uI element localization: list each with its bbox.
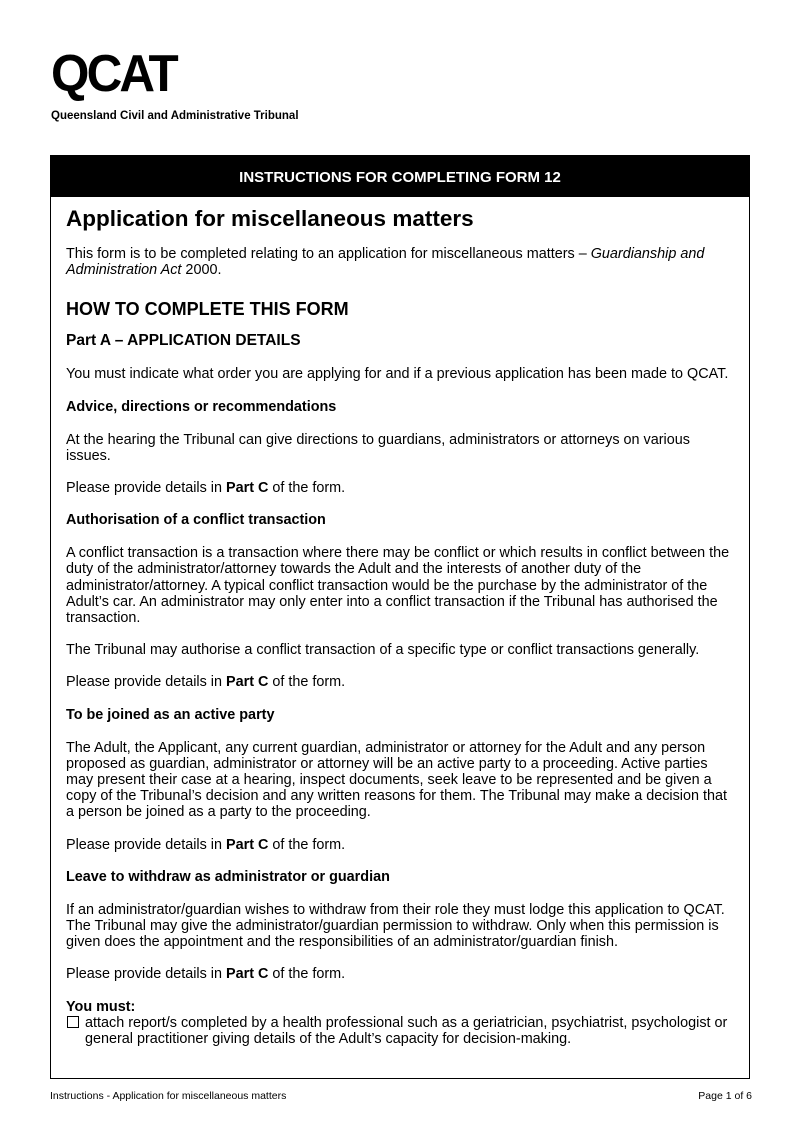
provide-details-after: of the form. bbox=[268, 674, 346, 691]
logo-text: QCAT bbox=[51, 45, 176, 103]
provide-details-withdraw bbox=[66, 966, 732, 982]
page-footer bbox=[50, 1090, 752, 1102]
organisation-name: Queensland Civil and Administrative Tribunal bbox=[51, 110, 299, 122]
checkbox[interactable] bbox=[67, 1016, 79, 1028]
act-name: Guardianship and Administration Act bbox=[66, 246, 705, 279]
intro-text: This form is to be completed relating to an application for miscellaneous matters – bbox=[66, 246, 591, 262]
checklist-item-text: attach report/s completed by a health professional such as a geriatrician, psychiatrist, psychologist or general practitioner giving details of the Adult’s capacity for decision-making. bbox=[85, 1014, 728, 1048]
provide-details-conflict bbox=[66, 674, 732, 690]
advice-text: At the hearing the Tribunal can give directions to guardians, administrators or attorneys on various issues. bbox=[66, 431, 690, 464]
provide-details-part: Part C bbox=[226, 674, 269, 691]
how-to-heading: HOW TO COMPLETE THIS FORM bbox=[66, 299, 349, 320]
provide-details-part: Part C bbox=[226, 966, 269, 983]
act-year: 2000. bbox=[181, 262, 222, 279]
intro-paragraph bbox=[66, 246, 732, 278]
provide-details-part: Part C bbox=[226, 480, 269, 497]
withdraw-heading: Leave to withdraw as administrator or guardian bbox=[66, 868, 390, 885]
provide-details-after: of the form. bbox=[268, 836, 346, 853]
provide-details-part: Part C bbox=[226, 836, 269, 853]
active-party-heading: To be joined as an active party bbox=[66, 706, 275, 723]
provide-details-before: Please provide details in bbox=[66, 674, 226, 691]
page-title: Application for miscellaneous matters bbox=[66, 206, 474, 231]
advice-heading: Advice, directions or recommendations bbox=[66, 398, 337, 415]
footer-doc-title: Instructions - Application for miscellaneous matters bbox=[50, 1090, 287, 1102]
provide-details-before: Please provide details in bbox=[66, 966, 226, 983]
part-a-text: You must indicate what order you are applying for and if a previous application has been made to QCAT. bbox=[66, 366, 729, 383]
instructions-box bbox=[50, 155, 750, 1079]
part-a-heading: Part A – APPLICATION DETAILS bbox=[66, 332, 301, 350]
conflict-text-1: A conflict transaction is a transaction where there may be conflict or which results in conflict between the duty of the administrator/attorney towards the Adult and the interests of another duty of the administrator/attorney. A typical conflict transaction would be the purchase by the administrator of the Adult’s car. An administrator may only enter into a conflict transaction if the Tribunal has authorised the transaction. bbox=[66, 545, 730, 627]
provide-details-active-party bbox=[66, 837, 732, 853]
instructions-content bbox=[51, 197, 749, 1047]
conflict-heading: Authorisation of a conflict transaction bbox=[66, 512, 326, 529]
provide-details-advice bbox=[66, 480, 732, 496]
provide-details-after: of the form. bbox=[268, 966, 346, 983]
active-party-text: The Adult, the Applicant, any current guardian, administrator or attorney for the Adult and any person proposed as guardian, administrator or attorney will be an active party to a proceeding. Active parties may present their case at a hearing, inspect documents, seek leave to be represented and be given a copy of the Tribunal’s decision and any written reasons for them. The Tribunal may make a decision that a person be joined as a party to the proceeding. bbox=[66, 739, 727, 821]
checklist-item[interactable] bbox=[66, 1015, 732, 1047]
conflict-text-2: The Tribunal may authorise a conflict transaction of a specific type or conflict transactions generally. bbox=[66, 642, 700, 659]
provide-details-after: of the form. bbox=[268, 480, 346, 497]
provide-details-before: Please provide details in bbox=[66, 480, 226, 497]
provide-details-before: Please provide details in bbox=[66, 836, 226, 853]
withdraw-text: If an administrator/guardian wishes to withdraw from their role they must lodge this application to QCAT. The Tribunal may give the administrator/guardian permission to withdraw. Only when this permission is given does the appointment and the responsibilities of an administrator/guardian finish. bbox=[66, 901, 725, 951]
form-banner: INSTRUCTIONS FOR COMPLETING FORM 12 bbox=[51, 156, 749, 197]
qcat-logo bbox=[51, 45, 182, 103]
you-must-title: You must: bbox=[66, 998, 136, 1015]
footer-page-number: Page 1 of 6 bbox=[698, 1090, 752, 1102]
